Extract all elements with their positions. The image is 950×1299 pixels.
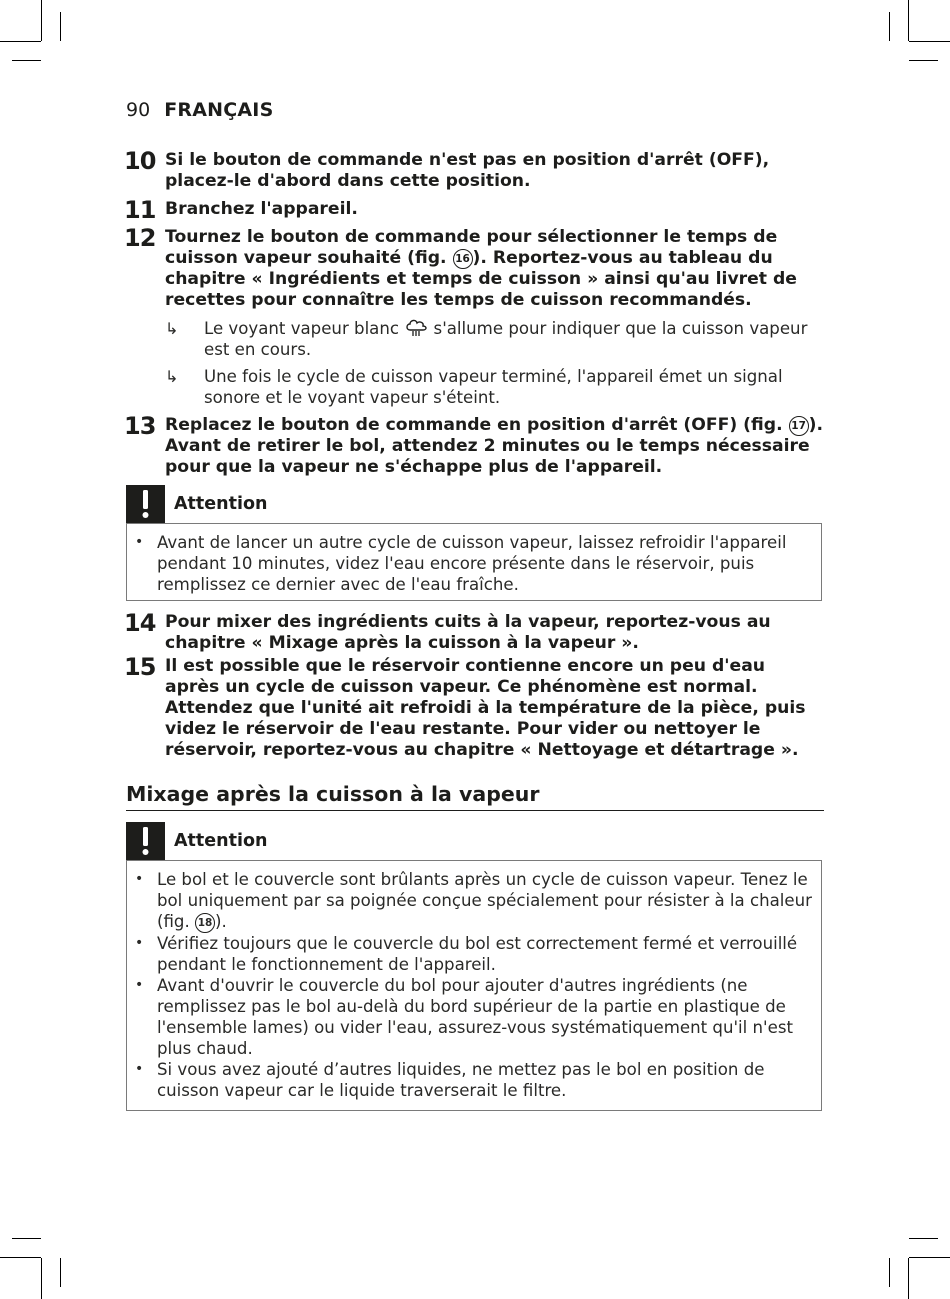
step-12 (124, 224, 824, 311)
page-header (126, 99, 273, 121)
crop-mark (889, 1258, 890, 1287)
attention-box (126, 523, 822, 601)
figure-reference: 17 (789, 416, 809, 436)
crop-mark (60, 1258, 61, 1287)
crop-mark (909, 1257, 950, 1258)
step-10 (124, 147, 824, 192)
crop-mark (0, 41, 41, 42)
list-item: • Si vous avez ajouté d’autres liquides, ne mettez pas le bol en position de cuisson vapeur car le liquide traverserait le filtre. (135, 1060, 765, 1100)
step-text: Tournez le bouton de commande pour sélectionner le temps de cuisson vapeur souhaité (fig. 16 ). Reportez-vous au tableau du chapitre « Ingrédients et temps de cuisson » ainsi qu'au livret de recettes pour connaître les temps de cuisson recommandés. (165, 227, 797, 310)
section-title: Mixage après la cuisson à la vapeur (126, 782, 824, 811)
steam-cloud-icon (404, 319, 428, 337)
attention-label: Attention (174, 831, 268, 851)
figure-reference: 18 (195, 913, 215, 933)
list-item: • Avant de lancer un autre cycle de cuisson vapeur, laissez refroidir l'appareil pendant 10 minutes, videz l'eau encore présente dans le réservoir, puis remplissez ce dernier avec de l'eau fraîche. (135, 533, 787, 594)
crop-mark (41, 1258, 42, 1299)
attention-label: Attention (174, 494, 268, 514)
list-item: • Le bol et le couvercle sont brûlants après un cycle de cuisson vapeur. Tenez le bol uniquement par sa poignée conçue spécialement pour résister à la chaleur (fig. 18 ). (135, 870, 812, 931)
list-item: • Avant d'ouvrir le couvercle du bol pour ajouter d'autres ingrédients (ne remplissez pas le bol au-delà du bord supérieur de la partie en plastique de l'ensemble lames) ou vider l'eau, assurez-vous systématiquement qu'il n'est plus chaud. (135, 976, 793, 1058)
result-item: ↳ Une fois le cycle de cuisson vapeur terminé, l'appareil émet un signal sonore et le voyant vapeur s'éteint. (165, 367, 783, 407)
step-number: 11 (124, 196, 156, 224)
result-item: ↳ Le voyant vapeur blanc s'allume pour indiquer que la cuisson vapeur est en cours. (165, 319, 808, 359)
result-arrow-icon: ↳ (165, 367, 179, 386)
step-text: Replacez le bouton de commande en position d'arrêt (OFF) (fig. 17 ). Avant de retirer le bol, attendez 2 minutes ou le temps nécessaire pour que la vapeur ne s'échappe plus de l'appareil. (165, 415, 823, 477)
page-number: 90 (126, 99, 151, 121)
crop-mark (908, 0, 909, 41)
attention-header (126, 822, 824, 860)
step-number: 10 (124, 147, 156, 175)
crop-mark (41, 0, 42, 41)
step-text: Pour mixer des ingrédients cuits à la vapeur, reportez-vous au chapitre « Mixage après la cuisson à la vapeur ». (165, 612, 771, 653)
crop-mark (0, 1257, 41, 1258)
language-label: FRANÇAIS (164, 99, 274, 121)
step-13 (124, 412, 824, 478)
warning-icon (126, 485, 165, 523)
step-number: 12 (124, 224, 156, 252)
attention-header (126, 485, 824, 523)
crop-mark (909, 1238, 938, 1239)
crop-mark (908, 1258, 909, 1299)
warning-icon (126, 822, 165, 860)
step-number: 15 (124, 653, 156, 681)
step-text: Branchez l'appareil. (165, 199, 358, 219)
result-arrow-icon: ↳ (165, 319, 179, 338)
step-number: 14 (124, 609, 156, 637)
step-number: 13 (124, 412, 156, 440)
figure-reference: 16 (453, 249, 473, 269)
step-11 (124, 196, 824, 224)
crop-mark (909, 41, 950, 42)
crop-mark (12, 1238, 41, 1239)
step-14 (124, 609, 824, 654)
crop-mark (12, 60, 41, 61)
crop-mark (60, 12, 61, 41)
step-text: Si le bouton de commande n'est pas en position d'arrêt (OFF), placez-le d'abord dans cette position. (165, 150, 770, 191)
attention-box (126, 860, 822, 1111)
crop-mark (909, 60, 938, 61)
list-item: • Vérifiez toujours que le couvercle du bol est correctement fermé et verrouillé pendant le fonctionnement de l'appareil. (135, 934, 798, 974)
step-15 (124, 653, 824, 761)
crop-mark (889, 12, 890, 41)
step-text: Il est possible que le réservoir contienne encore un peu d'eau après un cycle de cuisson vapeur. Ce phénomène est normal. Attendez que l'unité ait refroidi à la température de la pièce, puis videz le réservoir de l'eau restante. Pour vider ou nettoyer le réservoir, reportez-vous au chapitre « Nettoyage et détartrage ». (165, 656, 806, 760)
